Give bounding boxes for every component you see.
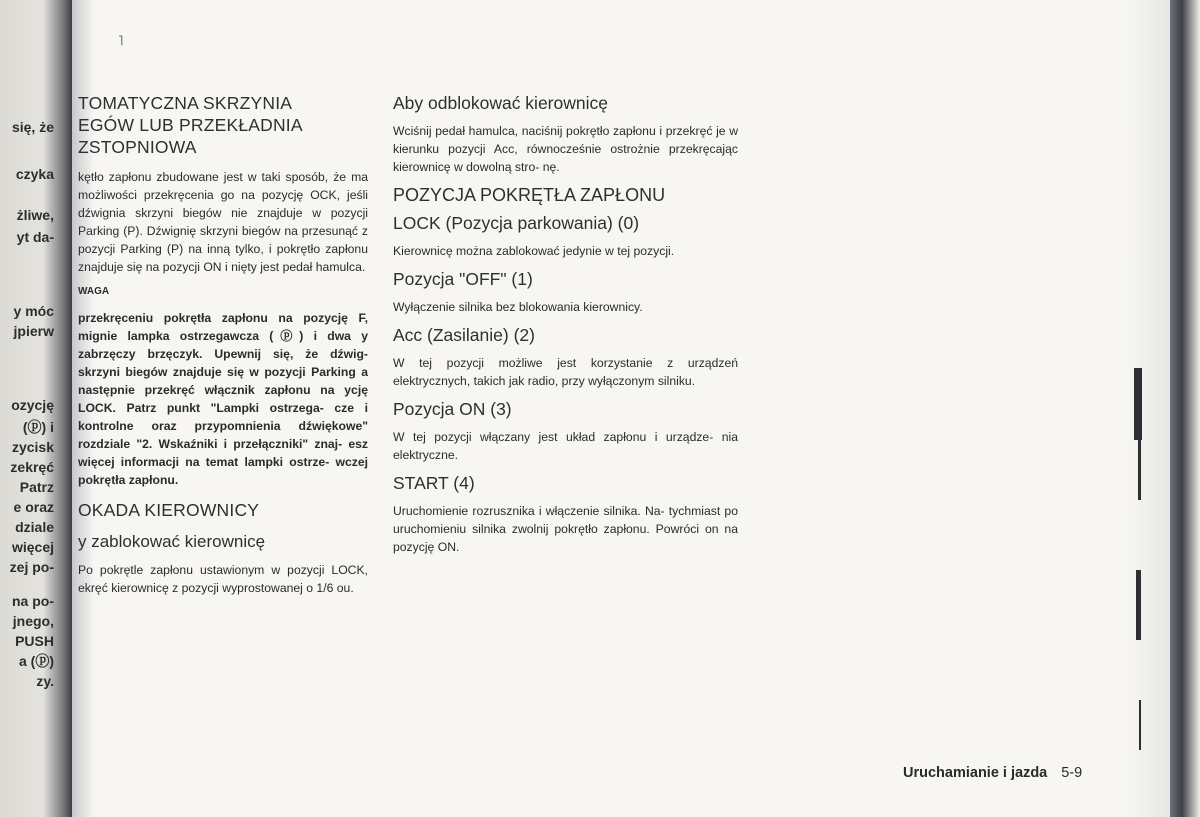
previous-page-text-fragment: (ⓟ) i xyxy=(22,419,54,435)
previous-page-text-fragment: żliwe, xyxy=(16,207,54,223)
previous-page-text-fragment: e oraz xyxy=(13,499,54,515)
previous-page-edge xyxy=(0,0,72,817)
previous-page-text-fragment: zekręć xyxy=(10,459,54,475)
lock-position-text: Kierownicę można zablokować jedynie w tej pozycji. xyxy=(393,244,675,258)
footer-section-title: Uruchamianie i jazda xyxy=(903,765,1048,781)
chapter-tab-line-2 xyxy=(1139,700,1141,750)
subheading-unlock-steering: Aby odblokować kierownicę xyxy=(393,93,608,113)
section-heading-ignition-positions: POZYCJA POKRĘTŁA ZAPŁONU xyxy=(393,185,666,205)
left-column xyxy=(78,92,368,603)
chapter-tab-line xyxy=(1138,440,1141,500)
previous-page-text-fragment: czyka xyxy=(15,166,54,182)
chapter-tab-mark-2 xyxy=(1136,570,1141,640)
previous-page-text-fragment: dziale xyxy=(15,519,54,535)
previous-page-text-fragment: y móc xyxy=(13,303,54,319)
page-right-edge xyxy=(1170,0,1200,817)
off-position-text: Wyłączenie silnika bez blokowania kierownicy. xyxy=(393,300,643,314)
previous-page-text-fragment: Patrz xyxy=(19,479,54,495)
acc-position-text: W tej pozycji możliwe jest korzystanie z urządzeń elektrycznych, takich jak radio, przy wyłączonym silniku. xyxy=(393,356,738,388)
previous-page-text-fragment: zycisk xyxy=(11,439,54,455)
note-label: WAGA xyxy=(78,286,110,297)
heading-off-position: Pozycja "OFF" (1) xyxy=(393,269,533,289)
heading-acc-position: Acc (Zasilanie) (2) xyxy=(393,325,535,345)
previous-page-text-fragment: a (ⓟ) xyxy=(19,653,54,669)
previous-page-text-fragment: ozycję xyxy=(11,397,54,413)
previous-page-text-fragment: jpierw xyxy=(13,323,54,339)
previous-page-text-fragment: na po- xyxy=(12,593,54,609)
previous-page-text-fragment: PUSH xyxy=(15,633,54,649)
section-heading-steering-lock: OKADA KIEROWNICY xyxy=(78,500,260,520)
start-position-text: Uruchomienie rozrusznika i włączenie silnika. Na- tychmiast po uruchomieniu silnika zwolnij pokrętło zapłonu. Powróci on na pozycję ON. xyxy=(393,504,738,554)
previous-page-text-fragment: się, że xyxy=(11,119,54,135)
chapter-tab-mark xyxy=(1134,368,1142,440)
heading-on-position: Pozycja ON (3) xyxy=(393,399,512,419)
unlock-paragraph: Wciśnij pedał hamulca, naciśnij pokrętło zapłonu i przekręć je w kierunku pozycji Acc, równocześnie ostrożnie przekręcając kierownicę w dowolną stro- nę. xyxy=(393,124,738,174)
heading-start-position: START (4) xyxy=(393,473,475,493)
on-position-text: W tej pozycji włączany jest układ zapłonu i urządze- nia elektryczne. xyxy=(393,430,738,462)
heading-lock-position: LOCK (Pozycja parkowania) (0) xyxy=(393,213,640,233)
corner-mark: ˥ xyxy=(118,32,124,48)
section-heading-gearbox: TOMATYCZNA SKRZYNIA EGÓW LUB PRZEKŁADNIA ZSTOPNIOWA xyxy=(78,93,303,157)
right-column xyxy=(393,92,738,564)
page-footer xyxy=(903,765,1082,781)
lock-steering-paragraph: Po pokrętle zapłonu ustawionym w pozycji LOCK, ekręć kierownicę z pozycji wyprostowanej o 1/6 ou. xyxy=(78,563,368,595)
note-text: przekręceniu pokrętła zapłonu na pozycję F, mignie lampka ostrzegawcza (ⓟ) i dwa y zabrzęczy brzęczyk. Upewnij się, że dźwig- skrzyni biegów znajduje się w pozycji Parking a następnie przekręć włącznik zapłonu na ycję LOCK. Patrz punkt "Lampki ostrzega- cze i kontrolne oraz przypomnienia dźwiękowe" rozdziale "2. Wskaźniki i przełączniki" znaj- esz więcej informacji na temat lampki ostrze- wczej pokrętła zapłonu. xyxy=(78,311,368,487)
gearbox-paragraph: kętło zapłonu zbudowane jest w taki sposób, że ma możliwości przekręcenia go na pozycję OCK, jeśli dźwignia skrzyni biegów nie znajduje w pozycji Parking (P). Dźwignię skrzyni biegów na przesunąć z pozycji Parking (P) na inną tylko, i pokrętło zapłonu znajduje się na pozycji ON i nięty jest pedał hamulca. xyxy=(78,170,368,274)
previous-page-text-fragment: yt da- xyxy=(16,229,54,245)
subheading-lock-steering: y zablokować kierownicę xyxy=(78,532,266,551)
previous-page-text-fragment: zy. xyxy=(36,673,54,689)
previous-page-text-fragment: zej po- xyxy=(9,559,54,575)
previous-page-text-fragment: jnego, xyxy=(12,613,54,629)
previous-page-text-fragment: więcej xyxy=(11,539,54,555)
footer-page-number: 5-9 xyxy=(1061,765,1083,781)
